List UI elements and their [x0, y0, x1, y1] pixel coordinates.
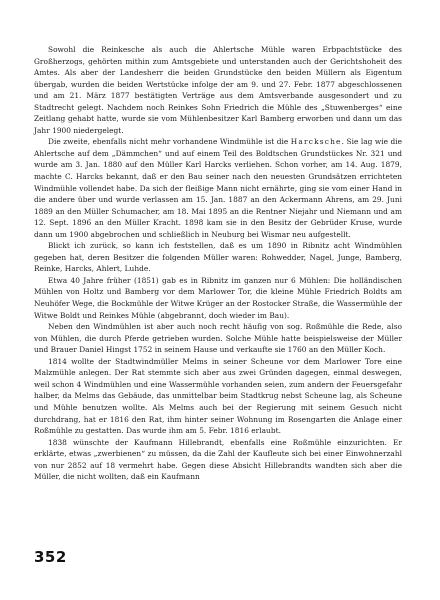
paragraph-1851-mills — [34, 275, 402, 321]
paragraph-text: Sowohl die Reinkesche als auch die Ahlertsche Mühle waren Erbpachtstücke des Großherzogs, gehörten mithin zum Amtsgebiete und unterstanden auch der Gerichtshoheit des Amtes. Als aber der Landesherr die beiden Grundstücke den beiden Müllern als Eigentum übergab, wurden die beiden Wertstücke infolge der am 9. und 27. Febr. 1877 abgeschlossenen und am 21. März 1877 bestätigten Verträge aus dem Amtsverbande ausgesondert und zu Stadtrecht gelegt. Nachdem noch Reinkes Sohn Friedrich die Mühle des „Stuwenberges“ eine Zeitlang gehabt hatte, wurde sie vom Mühlenbesitzer Karl Bamberg erworben und dann um das Jahr 1900 niedergelegt. — [34, 45, 402, 135]
paragraph-reinke-ahlert — [34, 44, 402, 136]
paragraph-text: Die zweite, ebenfalls nicht mehr vorhandene Windmühle ist die — [48, 137, 291, 147]
paragraph-hillebrandt — [34, 437, 402, 483]
paragraph-text: . Sie lag wie die Ahlertsche auf dem „Dämmchen“ und auf einem Teil des Boldtschen Grundstückes Nr. 321 und wurde am 3. Jan. 1880 auf den Müller Karl Harcks verliehen. Schon vorher, am 14. Aug. 1879, machte C. Harcks bekannt, daß er den Bau seiner nach den neuesten Grundsätzen errichteten Windmühle vollendet habe. Da sich der fleißige Mann nicht ernährte, ging sie vom einer Hand in die andere über und wurde verlassen am 15. Jan. 1887 an den Ackermann Ahrens, am 29. Juni 1889 an den Müller Schumacher, am 18. Mai 1895 an die Rentner Niejahr und Niemann und am 12. Sept. 1896 an den Müller Kracht. 1898 kam sie in den Besitz der Gebrüder Kruse, wurde dann um 1900 abgebrochen und schließlich in Neuburg bei Wismar neu aufgestellt. — [34, 137, 402, 239]
paragraph-text: Blickt ich zurück, so kann ich feststellen, daß es um 1890 in Ribnitz acht Windmühlen gegeben hat, deren Besitzer die folgenden Müller waren: Rohwedder, Nagel, Junge, Bamberg, Reinke, Harcks, Ahlert, Luhde. — [34, 241, 402, 274]
paragraph-text: Etwa 40 Jahre früher (1851) gab es in Ribnitz im ganzen nur 6 Mühlen: Die holländischen Mühlen von Holtz und Bamberg vor dem Marlower Tor, die kleine Mühle Friedrich Boldts am Neuhöfer Wege, die Bockmühle der Witwe Krüger an der Rostocker Straße, die Wassermühle der Witwe Boldt und Reinkes Mühle (abgebrannt, doch wieder im Bau). — [34, 275, 402, 320]
paragraph-text: 1814 wollte der Stadtwindmüller Melms in seiner Scheune vor dem Marlower Tore eine Malzmühle anlegen. Der Rat stemmte sich aber aus zwei Gründen dagegen, einmal deswegen, weil schon 4 Windmühlen und eine Wassermühle vorhanden seien, zum andern der Feuersgefahr halber, da Melms das Gebäude, das unmittelbar beim Stadtkrug nebst Scheune lag, als Scheune und Mühle benutzen wollte. Als Melms auch bei der Regierung mit seinem Gesuch nicht durchdrang, hat er 1816 den Rat, ihm hinter seiner Wohnung im Rosengarten die Anlage einer Roßmühle zu gestatten. Das wurde ihm am 5. Febr. 1816 erlaubt. — [34, 356, 402, 436]
page-number: 352 — [34, 548, 67, 566]
paragraph-1890-summary — [34, 240, 402, 275]
paragraph-horse-mills — [34, 321, 402, 356]
paragraph-harcks — [34, 136, 402, 240]
paragraph-text: Neben den Windmühlen ist aber auch noch recht häufig von sog. Roßmühle die Rede, also von Mühlen, die durch Pferde getrieben wurden. Solche Mühle hatte beispielsweise der Müller und Brauer Daniel Hingst 1752 in seinem Hause und verkaufte sie 1760 an den Müller Koch. — [34, 322, 402, 355]
document-page — [34, 44, 402, 564]
paragraph-text: 1838 wünschte der Kaufmann Hillebrandt, ebenfalls eine Roßmühle einzurichten. Er erklärte, etwas „zwerbienen“ zu müssen, da die Zahl der Kaufleute sich bei einer Einwohnerzahl von nur 2852 auf 18 vermehrt habe. Gegen diese Absicht Hillebrandts wandten sich aber die Müller, die nicht wollten, daß ein Kaufmann — [34, 437, 402, 482]
emphasized-name: Harcksche — [290, 137, 342, 147]
body-text — [34, 44, 402, 483]
paragraph-melms — [34, 356, 402, 437]
